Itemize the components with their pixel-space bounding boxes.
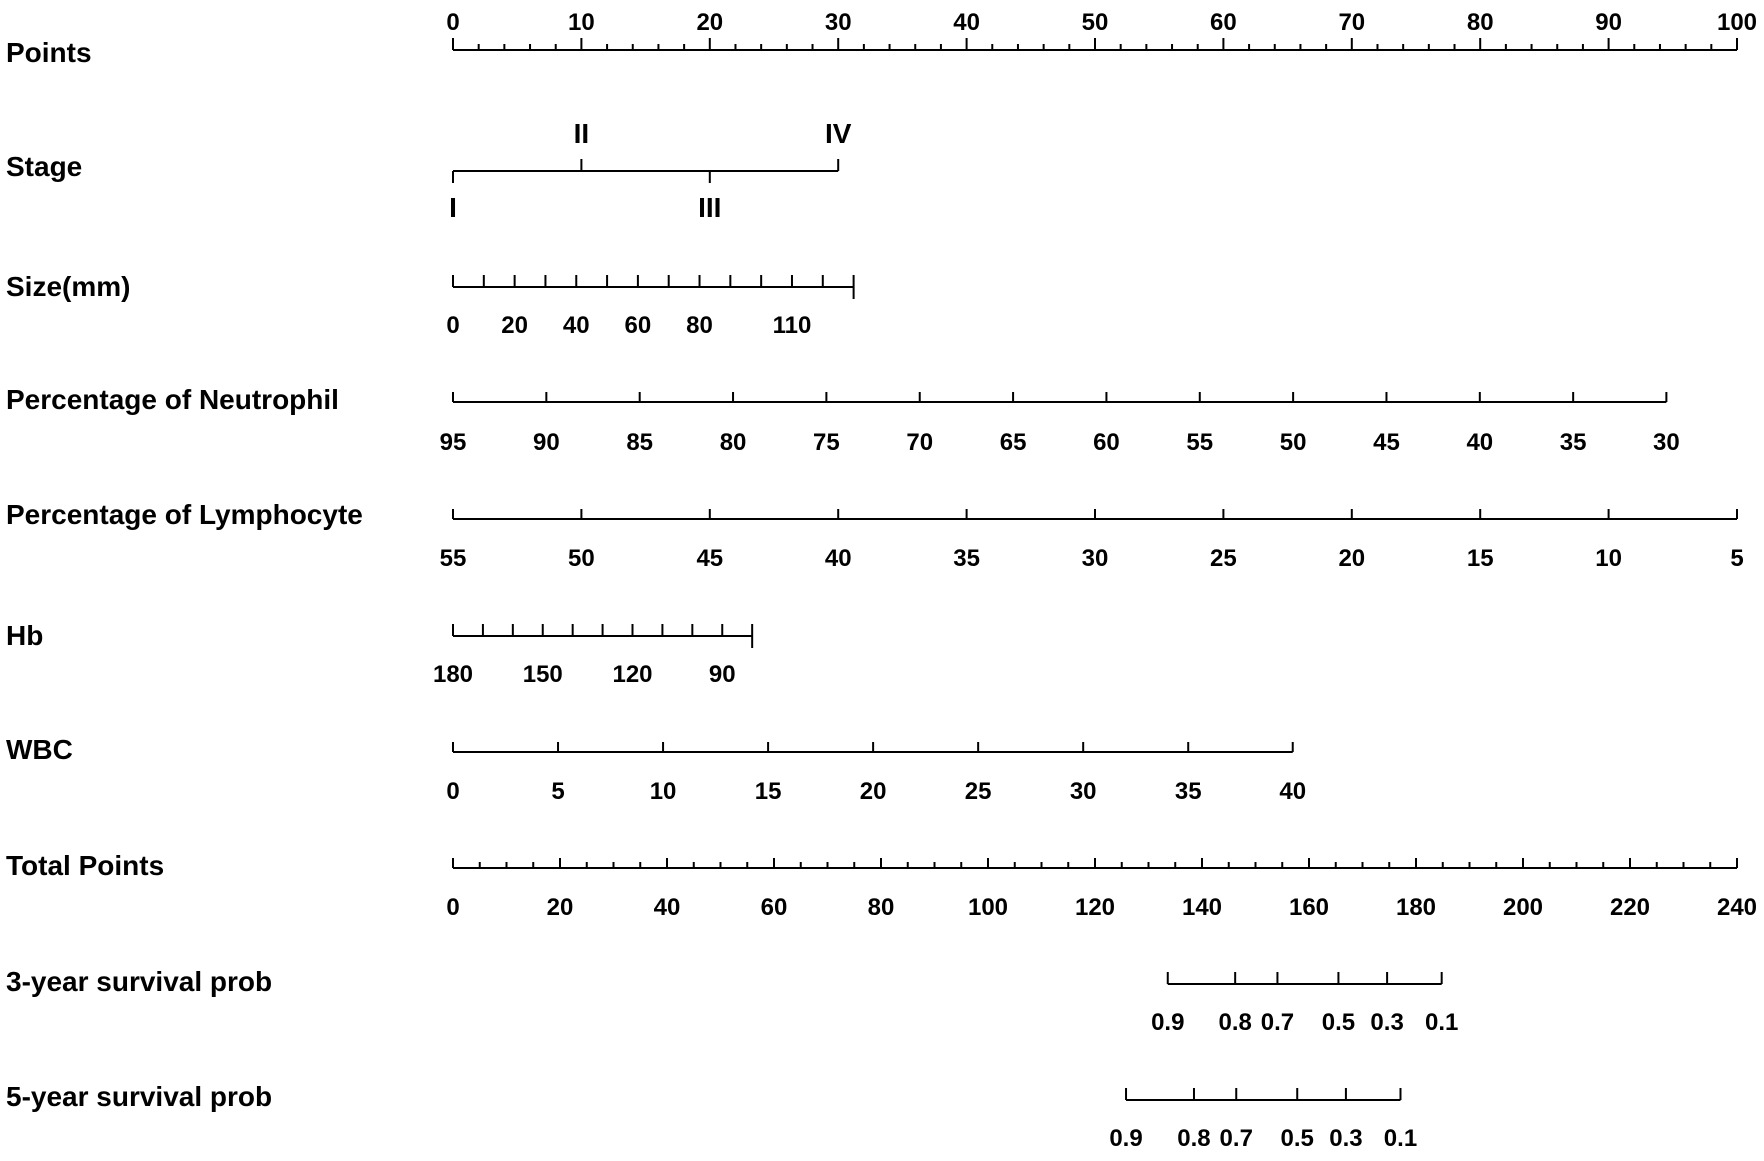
neutrophil-tick-label: 30	[1653, 429, 1680, 456]
lymphocyte-tick-label: 30	[1081, 545, 1109, 572]
surv3-tick-label: 0.7	[1260, 1009, 1295, 1036]
stage-level-label: II	[573, 118, 590, 149]
surv3-tick-label: 0.8	[1218, 1009, 1252, 1036]
total-row-label: Total Points	[6, 850, 165, 881]
points-tick-label: 70	[1338, 9, 1366, 36]
points-tick-label: 100	[1716, 9, 1758, 36]
neutrophil-tick-label: 55	[1186, 429, 1214, 456]
surv3-tick-label: 0.5	[1321, 1009, 1356, 1036]
points-tick-label: 10	[568, 9, 595, 36]
points-row-label: Points	[6, 37, 92, 68]
total-tick-label: 0	[446, 894, 460, 921]
total-tick-label: 40	[653, 894, 681, 921]
lymphocyte-row-label: Percentage of Lymphocyte	[6, 499, 363, 530]
neutrophil-tick-label: 35	[1559, 429, 1587, 456]
lymphocyte-tick-label: 50	[568, 545, 595, 572]
stage-row-label: Stage	[6, 151, 83, 182]
surv5-tick-label: 0.7	[1219, 1125, 1253, 1152]
total-tick-label: 220	[1609, 894, 1651, 921]
lymphocyte-tick-label: 45	[696, 545, 724, 572]
hb-tick-label: 120	[612, 661, 653, 688]
wbc-row-label: WBC	[6, 734, 73, 765]
total-tick-label: 140	[1181, 894, 1223, 921]
total-tick-label: 20	[546, 894, 574, 921]
lymphocyte-tick-label: 35	[953, 545, 980, 572]
surv3-tick-label: 0.1	[1424, 1009, 1459, 1036]
total-tick-label: 120	[1074, 894, 1116, 921]
wbc-tick-label: 20	[859, 778, 887, 805]
wbc-tick-label: 30	[1069, 778, 1097, 805]
hb-tick-label: 180	[432, 661, 474, 688]
points-tick-label: 80	[1466, 9, 1494, 36]
neutrophil-tick-label: 40	[1466, 429, 1494, 456]
wbc-tick-label: 25	[964, 778, 992, 805]
surv5-tick-label: 0.3	[1329, 1125, 1363, 1152]
size-tick-label: 60	[624, 312, 652, 339]
surv3-tick-label: 0.3	[1370, 1009, 1404, 1036]
points-tick-label: 30	[824, 9, 852, 36]
neutrophil-tick-label: 65	[999, 429, 1027, 456]
lymphocyte-tick-label: 15	[1466, 545, 1494, 572]
surv5-tick-label: 0.8	[1177, 1125, 1211, 1152]
size-tick-label: 20	[501, 312, 528, 339]
size-tick-label: 80	[686, 312, 713, 339]
lymphocyte-tick-label: 10	[1595, 545, 1622, 572]
total-tick-label: 180	[1395, 894, 1437, 921]
surv5-tick-label: 0.9	[1109, 1125, 1143, 1152]
neutrophil-tick-label: 95	[439, 429, 467, 456]
points-tick-label: 60	[1210, 9, 1237, 36]
points-tick-label: 50	[1081, 9, 1109, 36]
surv3-tick-label: 0.9	[1151, 1009, 1185, 1036]
size-row-label: Size(mm)	[6, 271, 131, 302]
lymphocyte-tick-label: 20	[1338, 545, 1366, 572]
surv3-row-label: 3-year survival prob	[6, 966, 273, 997]
lymphocyte-tick-label: 5	[1730, 545, 1744, 572]
lymphocyte-tick-label: 55	[439, 545, 467, 572]
points-tick-label: 0	[446, 9, 460, 36]
wbc-tick-label: 0	[446, 778, 460, 805]
total-tick-label: 100	[967, 894, 1009, 921]
lymphocyte-tick-label: 25	[1210, 545, 1237, 572]
neutrophil-tick-label: 45	[1373, 429, 1400, 456]
size-tick-label: 40	[562, 312, 590, 339]
wbc-tick-label: 5	[551, 778, 565, 805]
neutrophil-tick-label: 50	[1279, 429, 1307, 456]
neutrophil-tick-label: 85	[626, 429, 654, 456]
lymphocyte-tick-label: 40	[824, 545, 852, 572]
wbc-tick-label: 10	[649, 778, 677, 805]
wbc-tick-label: 15	[754, 778, 782, 805]
size-tick-label: 110	[772, 312, 812, 339]
hb-tick-label: 90	[708, 661, 736, 688]
size-tick-label: 0	[446, 312, 460, 339]
total-tick-label: 240	[1716, 894, 1758, 921]
wbc-tick-label: 35	[1174, 778, 1202, 805]
points-tick-label: 90	[1595, 9, 1622, 36]
stage-level-label: III	[698, 192, 722, 223]
hb-tick-label: 150	[522, 661, 563, 688]
neutrophil-tick-label: 90	[532, 429, 560, 456]
neutrophil-row-label: Percentage of Neutrophil	[6, 384, 339, 415]
surv5-tick-label: 0.5	[1280, 1125, 1314, 1152]
hb-row-label: Hb	[6, 620, 44, 651]
neutrophil-tick-label: 70	[906, 429, 934, 456]
neutrophil-tick-label: 60	[1093, 429, 1120, 456]
points-tick-label: 20	[696, 9, 724, 36]
total-tick-label: 60	[760, 894, 788, 921]
neutrophil-tick-label: 80	[719, 429, 747, 456]
stage-level-label: I	[449, 192, 457, 223]
points-tick-label: 40	[953, 9, 980, 36]
surv5-row-label: 5-year survival prob	[6, 1081, 273, 1112]
neutrophil-tick-label: 75	[813, 429, 840, 456]
total-tick-label: 200	[1502, 894, 1544, 921]
total-tick-label: 160	[1288, 894, 1330, 921]
total-tick-label: 80	[867, 894, 895, 921]
wbc-tick-label: 40	[1279, 778, 1307, 805]
stage-level-label: IV	[824, 118, 852, 149]
surv5-tick-label: 0.1	[1383, 1125, 1418, 1152]
